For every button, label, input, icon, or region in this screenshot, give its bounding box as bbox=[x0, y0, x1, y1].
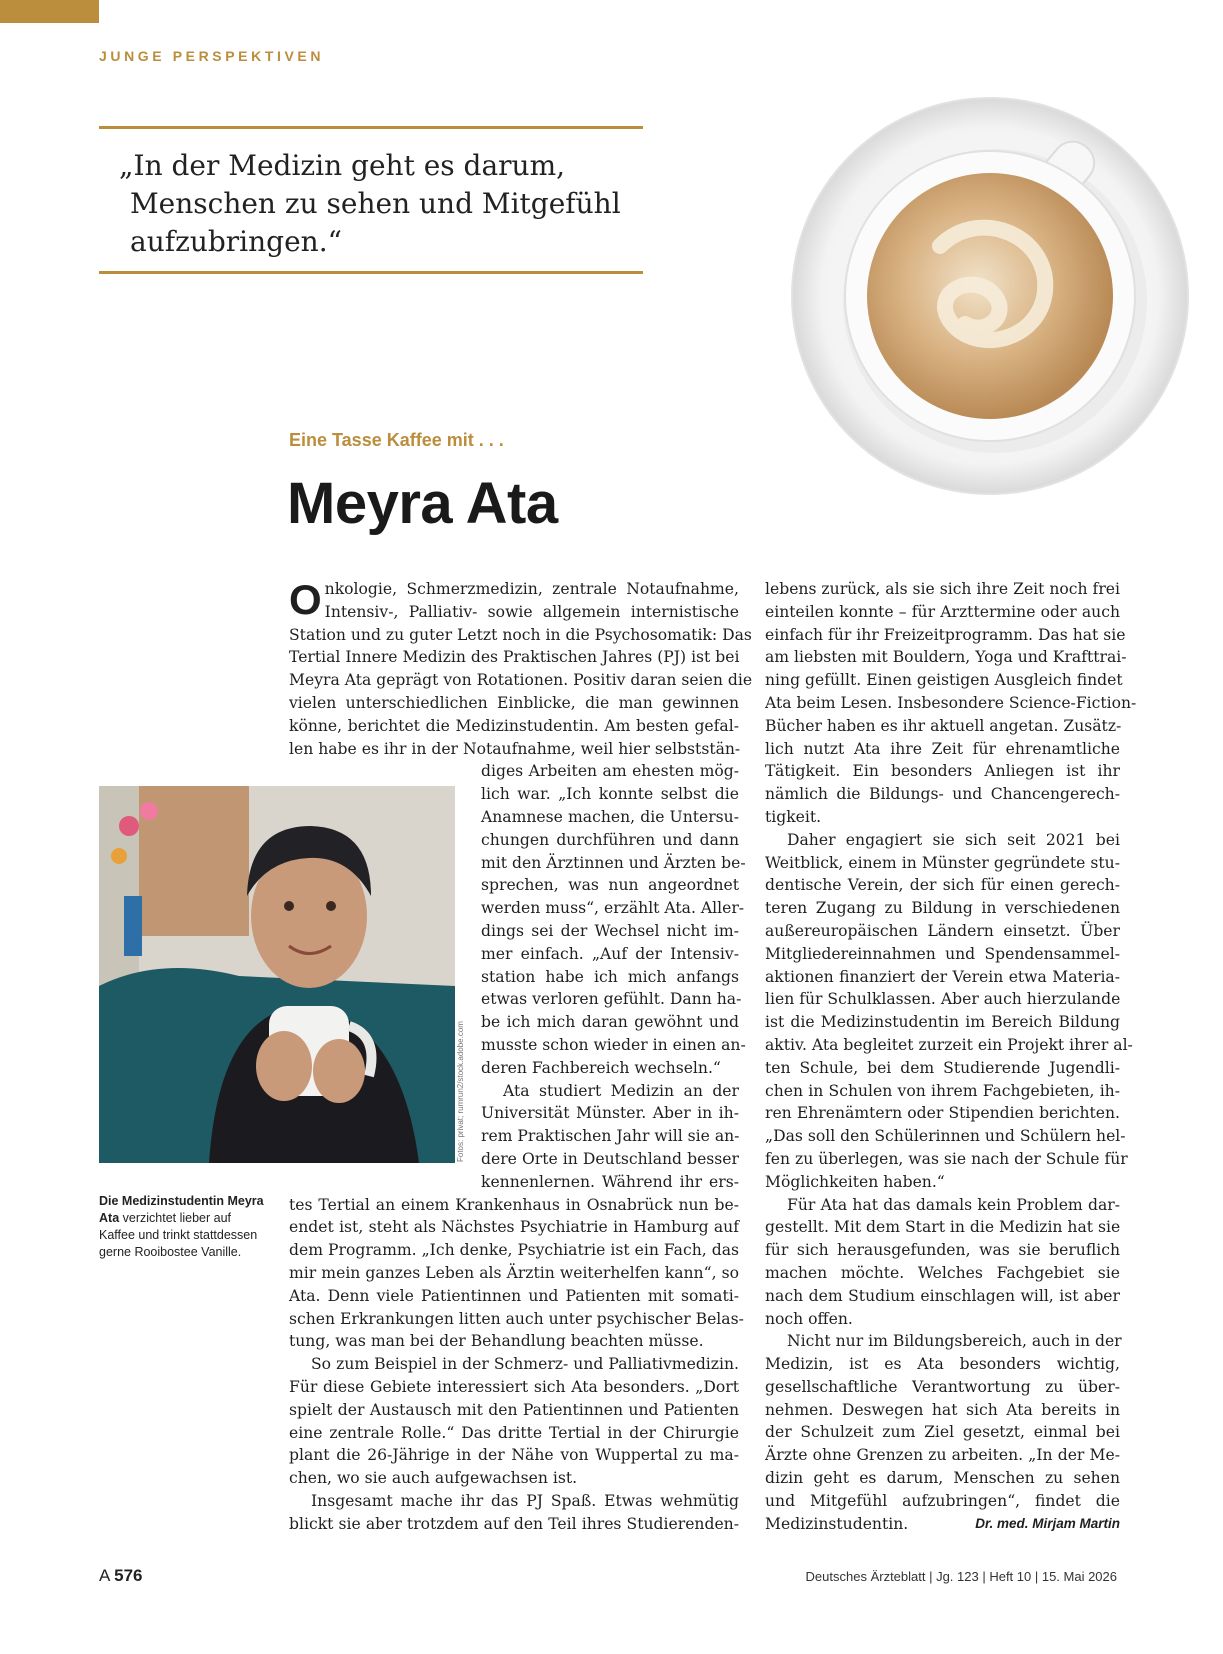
article-line: Mitgliedereinnahmen und Spendensammel- bbox=[765, 944, 1120, 963]
article-line: So zum Beispiel in der Schmerz- und Palliativmedizin. bbox=[311, 1355, 739, 1374]
article-line: am liebsten mit Bouldern, Yoga und Krafttrai- bbox=[765, 648, 1127, 667]
article-line: könne, berichtet die Medizinstudentin. Am besten gefal- bbox=[289, 716, 739, 735]
article-line: vielen unterschiedlichen Einblicke, die man gewinnen bbox=[289, 693, 739, 712]
article-line: noch offen. bbox=[765, 1309, 853, 1328]
article-line: Station und zu guter Letzt noch in die Psychosomatik: Das bbox=[289, 625, 752, 644]
article-line: dem Programm. „Ich denke, Psychiatrie ist ein Fach, das bbox=[289, 1241, 739, 1260]
article-title: Meyra Ata bbox=[287, 471, 558, 536]
article-line: ren Ehrenämtern oder Stipendien berichten. bbox=[765, 1104, 1120, 1123]
section-label: JUNGE PERSPEKTIVEN bbox=[99, 48, 325, 64]
article-line: Ata beim Lesen. Insbesondere Science-Fiction- bbox=[765, 693, 1137, 712]
article-line: aktionen finanziert der Verein etwa Materia- bbox=[765, 967, 1120, 986]
article-line: einteilen konnte – für Arzttermine oder auch bbox=[765, 602, 1120, 621]
article-line: spielt der Austausch mit den Patientinnen und Patienten bbox=[289, 1400, 739, 1419]
article-line: rem Praktischen Jahr will sie an- bbox=[481, 1127, 740, 1146]
article-line: nach dem Studium einschlagen will, ist aber bbox=[765, 1286, 1120, 1305]
article-line: lebens zurück, als sie sich ihre Zeit noch frei bbox=[765, 580, 1120, 598]
pull-quote bbox=[99, 126, 643, 274]
article-line: Medizinstudentin. Dr. med. Mirjam Martin bbox=[765, 1513, 1120, 1536]
article-line: Möglichkeiten haben.“ bbox=[765, 1172, 945, 1191]
article-line: Medizin, ist es Ata besonders wichtig, bbox=[765, 1355, 1120, 1374]
article-line: len habe es ihr in der Notaufnahme, weil hier selbststän- bbox=[289, 739, 741, 758]
drop-cap: O bbox=[289, 576, 322, 623]
article-line: Für Ata hat das damals kein Problem dar- bbox=[787, 1195, 1120, 1214]
article-line: etwas verloren gefühlt. Dann ha- bbox=[481, 990, 742, 1009]
article-line: deren Fachbereich wechseln.“ bbox=[481, 1058, 721, 1077]
photo-credit: Fotos: privat; rumrun2/stock.adobe.com bbox=[456, 1021, 465, 1162]
article-line: Daher engagiert sie sich seit 2021 bei bbox=[787, 830, 1120, 849]
corner-accent-bar bbox=[0, 0, 99, 23]
article-line: teren Zugang zu Bildung in verschiedenen bbox=[765, 899, 1120, 918]
article-line: nkologie, Schmerzmedizin, zentrale Notaufnahme, bbox=[324, 580, 739, 598]
caption-bold: Die Medizinstudentin Meyra Ata bbox=[99, 1194, 264, 1225]
article-line: außereuropäischen Ländern einsetzt. Über bbox=[765, 921, 1120, 940]
article-line: für sich herausgefunden, was sie beruflich bbox=[765, 1241, 1120, 1260]
article-line: lich nutzt Ata ihre Zeit für ehrenamtliche bbox=[765, 739, 1120, 758]
article-column-1-bottom bbox=[289, 1194, 744, 1536]
article-line: dings sei der Wechsel nicht im- bbox=[481, 921, 739, 940]
coffee-cup-image bbox=[790, 96, 1190, 496]
article-line: musste schon wieder in einen an- bbox=[481, 1035, 746, 1054]
article-kicker: Eine Tasse Kaffee mit . . . bbox=[289, 430, 504, 450]
article-line: chen in Schulen von ihrem Fachgebieten, ih- bbox=[765, 1081, 1120, 1100]
article-line: machen möchte. Welches Fachgebiet sie bbox=[765, 1263, 1120, 1282]
article-line: Nicht nur im Bildungsbereich, auch in der bbox=[787, 1332, 1122, 1351]
article-line: nämlich die Bildungs- und Chancengerech- bbox=[765, 785, 1120, 804]
article-line: tung, was man bei der Behandlung beachten müsse. bbox=[289, 1332, 704, 1351]
article-line: Meyra Ata geprägt von Rotationen. Positiv daran seien die bbox=[289, 671, 753, 690]
article-line: aktiv. Ata begleitet zurzeit ein Projekt ihrer al- bbox=[765, 1035, 1133, 1054]
pull-quote-line: aufzubringen.“ bbox=[130, 225, 342, 258]
article-line: Universität Münster. Aber in ih- bbox=[481, 1104, 739, 1123]
article-line: ning gefüllt. Einen geistigen Ausgleich findet bbox=[765, 671, 1123, 690]
page-number-value: 576 bbox=[114, 1566, 143, 1585]
article-line: Ata studiert Medizin an der bbox=[503, 1081, 739, 1100]
article-line: mit den Ärztinnen und Ärzten be- bbox=[481, 853, 746, 872]
publication-info: Deutsches Ärzteblatt | Jg. 123 | Heft 10 | 15. Mai 2026 bbox=[805, 1569, 1117, 1584]
article-line: Ärzte ohne Grenzen zu arbeiten. „In der Me- bbox=[765, 1446, 1120, 1465]
pull-quote-text bbox=[119, 147, 639, 261]
author-name: Dr. med. Mirjam Martin bbox=[975, 1515, 1120, 1531]
pull-quote-line: „In der Medizin geht es darum, bbox=[119, 149, 566, 182]
article-line: mer einfach. „Auf der Intensiv- bbox=[481, 944, 739, 963]
article-line: fen zu überlegen, was sie nach der Schule für bbox=[765, 1149, 1128, 1168]
article-line: Insgesamt mache ihr das PJ Spaß. Etwas wehmütig bbox=[311, 1491, 739, 1510]
article-line: Ata. Denn viele Patientinnen und Patienten mit somati- bbox=[289, 1286, 739, 1305]
article-line: Weitblick, einem in Münster gegründete stu- bbox=[765, 853, 1120, 872]
article-line: gestellt. Mit dem Start in die Medizin hat sie bbox=[765, 1218, 1121, 1237]
article-line: dere Orte in Deutschland besser bbox=[481, 1149, 739, 1168]
article-line: Für diese Gebiete interessiert sich Ata besonders. „Dort bbox=[289, 1377, 739, 1396]
article-line: nehmen. Deswegen hat sich Ata bereits in bbox=[765, 1400, 1120, 1419]
page-prefix: A bbox=[99, 1566, 110, 1585]
article-line: Intensiv-, Palliativ- sowie allgemein internistische bbox=[324, 602, 739, 621]
article-line: Tätigkeit. Ein besonders Anliegen ist ihr bbox=[765, 762, 1120, 781]
article-line: mir mein ganzes Leben als Ärztin weiterhelfen kann“, so bbox=[289, 1263, 739, 1282]
article-line: chungen durchführen und dann bbox=[481, 830, 739, 849]
article-line: „Das soll den Schülerinnen und Schülern hel- bbox=[765, 1127, 1126, 1146]
article-line: dentische Verein, der sich für einen gerech- bbox=[765, 876, 1120, 895]
article-line: Bücher haben es ihr aktuell angetan. Zusätz- bbox=[765, 716, 1122, 735]
article-line: diges Arbeiten am ehesten mög- bbox=[481, 762, 739, 781]
article-line: tigkeit. bbox=[765, 807, 822, 826]
article-line: Anamnese machen, die Untersu- bbox=[481, 807, 739, 826]
article-line: Tertial Innere Medizin des Praktischen Jahres (PJ) ist bei bbox=[289, 648, 740, 667]
article-line: plant die 26-Jährige in der Nähe von Wuppertal zu ma- bbox=[289, 1446, 739, 1465]
article-line: station habe ich mich anfangs bbox=[481, 967, 739, 986]
article-line: ist die Medizinstudentin im Bereich Bildung bbox=[765, 1013, 1120, 1032]
article-line: eine zentrale Rolle.“ Das dritte Tertial in der Chirurgie bbox=[289, 1423, 739, 1442]
article-line: tes Tertial an einem Krankenhaus in Osnabrück nun be- bbox=[289, 1195, 739, 1214]
article-line: blickt sie aber trotzdem auf den Teil ihres Studierenden- bbox=[289, 1514, 739, 1533]
article-column-2 bbox=[765, 578, 1137, 1535]
article-line: der Schulzeit zum Ziel gesetzt, einmal bei bbox=[765, 1423, 1120, 1442]
article-line: ten Schule, bei dem Studierende Jugendli- bbox=[765, 1058, 1120, 1077]
article-line: schen Erkrankungen litten auch unter psychischer Belas- bbox=[289, 1309, 744, 1328]
article-line: endet ist, steht als Nächstes Psychiatrie in Hamburg auf bbox=[289, 1218, 739, 1237]
article-line: werden muss“, erzählt Ata. Aller- bbox=[481, 899, 745, 918]
article-line: kennenlernen. Während ihr ers- bbox=[481, 1172, 739, 1191]
portrait-photo bbox=[99, 786, 455, 1163]
pull-quote-line: Menschen zu sehen und Mitgefühl bbox=[130, 187, 621, 220]
photo-caption bbox=[99, 1193, 267, 1261]
article-line: einfach für ihr Freizeitprogramm. Das hat sie bbox=[765, 625, 1126, 644]
article-line: gesellschaftliche Verantwortung zu über- bbox=[765, 1377, 1120, 1396]
article-column-1-top bbox=[289, 576, 753, 760]
article-line: sprechen, was nun angeordnet bbox=[481, 876, 739, 895]
article-column-1-narrow bbox=[481, 760, 746, 1193]
page-number bbox=[99, 1566, 143, 1586]
article-line: lich war. „Ich konnte selbst die bbox=[481, 785, 739, 804]
article-line: und Mitgefühl aufzubringen“, findet die bbox=[765, 1491, 1120, 1510]
article-line: dizin geht es darum, Menschen zu sehen bbox=[765, 1469, 1120, 1488]
article-line: chen, wo sie auch aufgewachsen ist. bbox=[289, 1469, 578, 1488]
article-line: be ich mich daran gewöhnt und bbox=[481, 1013, 739, 1032]
caption-text: verzichtet lieber auf Kaffee und trinkt stattdessen gerne Rooibostee Vanille. bbox=[99, 1211, 258, 1259]
article-line: lien für Schulklassen. Aber auch hierzulande bbox=[765, 990, 1121, 1009]
